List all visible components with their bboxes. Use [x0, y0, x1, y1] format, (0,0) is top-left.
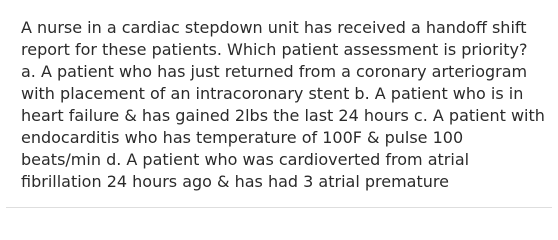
question-text: A nurse in a cardiac stepdown unit has received a handoff shift report for these patients. Which patient assessment is priority? a. A patient who has just returned from a coronary arteriogram with placement of an intracoronary stent b. A patient who is in heart failure & has gained 2lbs the last 24 hours c. A patient with endocarditis who has temperature of 100F & pulse 100 beats/min d. A patient who was cardioverted from atrial fibrillation 24 hours ago & has had 3 atrial premature [21, 18, 545, 191]
divider [6, 207, 552, 208]
